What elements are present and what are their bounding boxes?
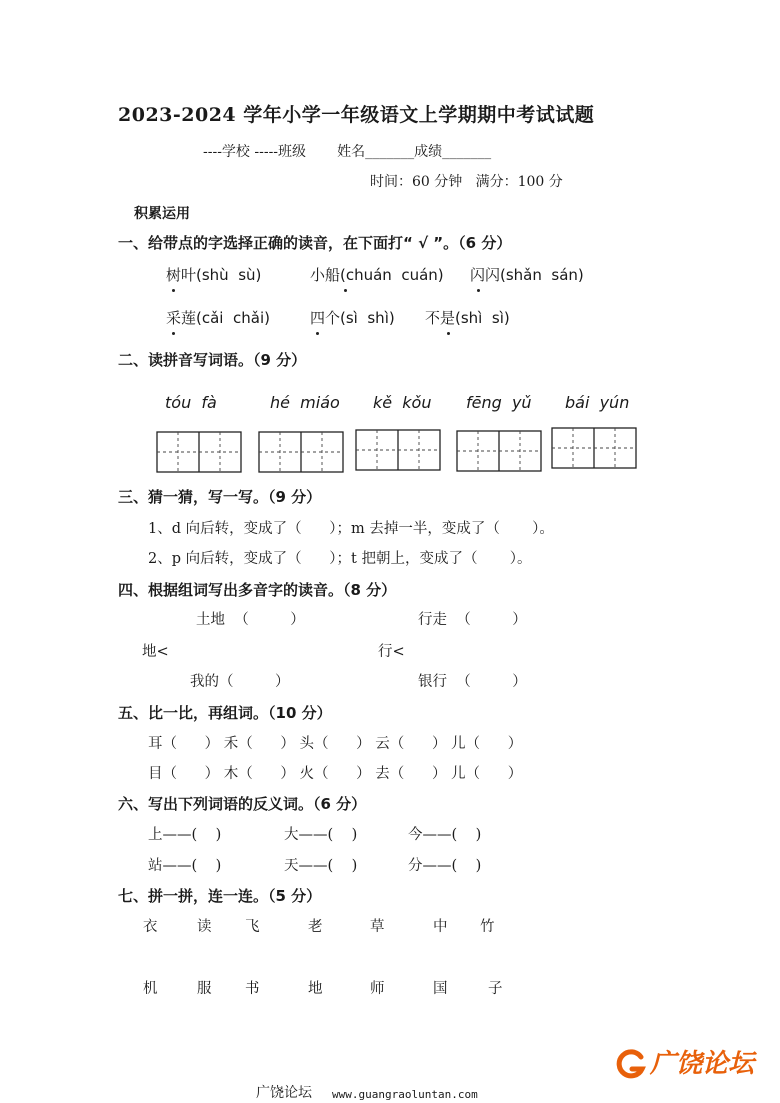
match-bottom-char[interactable]: 国 <box>433 981 448 997</box>
question-2-heading: 二、读拼音写词语。（9 分） <box>118 351 307 369</box>
match-bottom-char[interactable]: 机 <box>143 981 158 997</box>
q4-item: 行< <box>378 644 405 660</box>
q4-item: 地< <box>142 644 169 660</box>
question-7-heading: 七、拼一拼，连一连。（5 分） <box>118 887 322 905</box>
antonym-item: 上——( ) <box>148 827 222 843</box>
match-top-char[interactable]: 中 <box>433 919 448 935</box>
q4-item: 我的（ ） <box>190 674 290 690</box>
match-top-char[interactable]: 飞 <box>245 919 260 935</box>
match-top-char[interactable]: 老 <box>308 919 323 935</box>
q1-item: 采莲(cǎi chǎi) <box>166 309 270 327</box>
question-1-heading: 一、给带点的字选择正确的读音，在下面打“ √ ”。（6 分） <box>118 234 512 252</box>
pinyin-word: hé miáo <box>270 393 340 412</box>
match-top-char[interactable]: 草 <box>370 919 385 935</box>
q3-line: 1、d 向后转，变成了（ ）；m 去掉一半，变成了（ ）。 <box>148 521 554 537</box>
q1-item: 闪闪(shǎn sán) <box>470 266 584 284</box>
antonym-item: 大——( ) <box>284 827 358 843</box>
logo-g-icon <box>614 1047 648 1081</box>
antonym-item: 今——( ) <box>408 827 482 843</box>
pinyin-word: tóu fà <box>165 393 217 412</box>
logo-text: 广饶论坛 <box>650 1049 755 1079</box>
exam-title: 2023-2024 学年小学一年级语文上学期期中考试试题 <box>118 104 595 126</box>
footer-url[interactable]: www.guangraoluntan.com <box>332 1088 478 1101</box>
match-bottom-char[interactable]: 书 <box>245 981 260 997</box>
footer-brand: 广饶论坛 <box>256 1085 312 1101</box>
question-6-heading: 六、写出下列词语的反义词。（6 分） <box>118 795 367 813</box>
antonym-item: 站——( ) <box>148 858 222 874</box>
match-bottom-char[interactable]: 地 <box>308 981 323 997</box>
q3-line: 2、p 向后转，变成了（ ）；t 把朝上，变成了（ ）。 <box>148 551 532 567</box>
q4-item: 土地 （ ） <box>196 612 305 628</box>
match-top-char[interactable]: 衣 <box>143 919 158 935</box>
antonym-item: 分——( ) <box>408 858 482 874</box>
q1-item: 四个(sì shì) <box>310 309 395 327</box>
q1-item: 小船(chuán cuán) <box>310 266 444 284</box>
match-bottom-char[interactable]: 服 <box>197 981 212 997</box>
q4-item: 银行 （ ） <box>418 674 527 690</box>
match-bottom-char[interactable]: 师 <box>370 981 385 997</box>
question-4-heading: 四、根据组词写出多音字的读音。（8 分） <box>118 581 397 599</box>
q5-line: 耳（ ） 禾（ ） 头（ ） 云（ ） 儿（ ） <box>148 736 523 752</box>
pinyin-word: kě kǒu <box>373 393 432 412</box>
q4-item: 行走 （ ） <box>418 612 527 628</box>
match-top-char[interactable]: 竹 <box>480 919 495 935</box>
brand-logo <box>614 1047 754 1081</box>
match-bottom-char[interactable]: 子 <box>488 981 503 997</box>
match-top-char[interactable]: 读 <box>197 919 212 935</box>
q1-item: 树叶(shù sù) <box>166 266 262 284</box>
question-5-heading: 五、比一比，再组词。（10 分） <box>118 704 332 722</box>
school-class-name-line: ----学校 -----班级 姓名_______成绩_______ <box>203 144 492 160</box>
antonym-item: 天——( ) <box>284 858 358 874</box>
q1-item: 不是(shì sì) <box>425 309 510 327</box>
pinyin-word: bái yún <box>565 393 630 412</box>
pinyin-word: fēng yǔ <box>466 393 532 412</box>
time-score-line: 时间：60 分钟 满分：100 分 <box>370 174 563 190</box>
question-3-heading: 三、猜一猜，写一写。（9 分） <box>118 488 322 506</box>
writing-grid[interactable] <box>0 0 780 480</box>
part-label: 积累运用 <box>134 206 190 222</box>
q5-line: 目（ ） 木（ ） 火（ ） 去（ ） 儿（ ） <box>148 766 523 782</box>
